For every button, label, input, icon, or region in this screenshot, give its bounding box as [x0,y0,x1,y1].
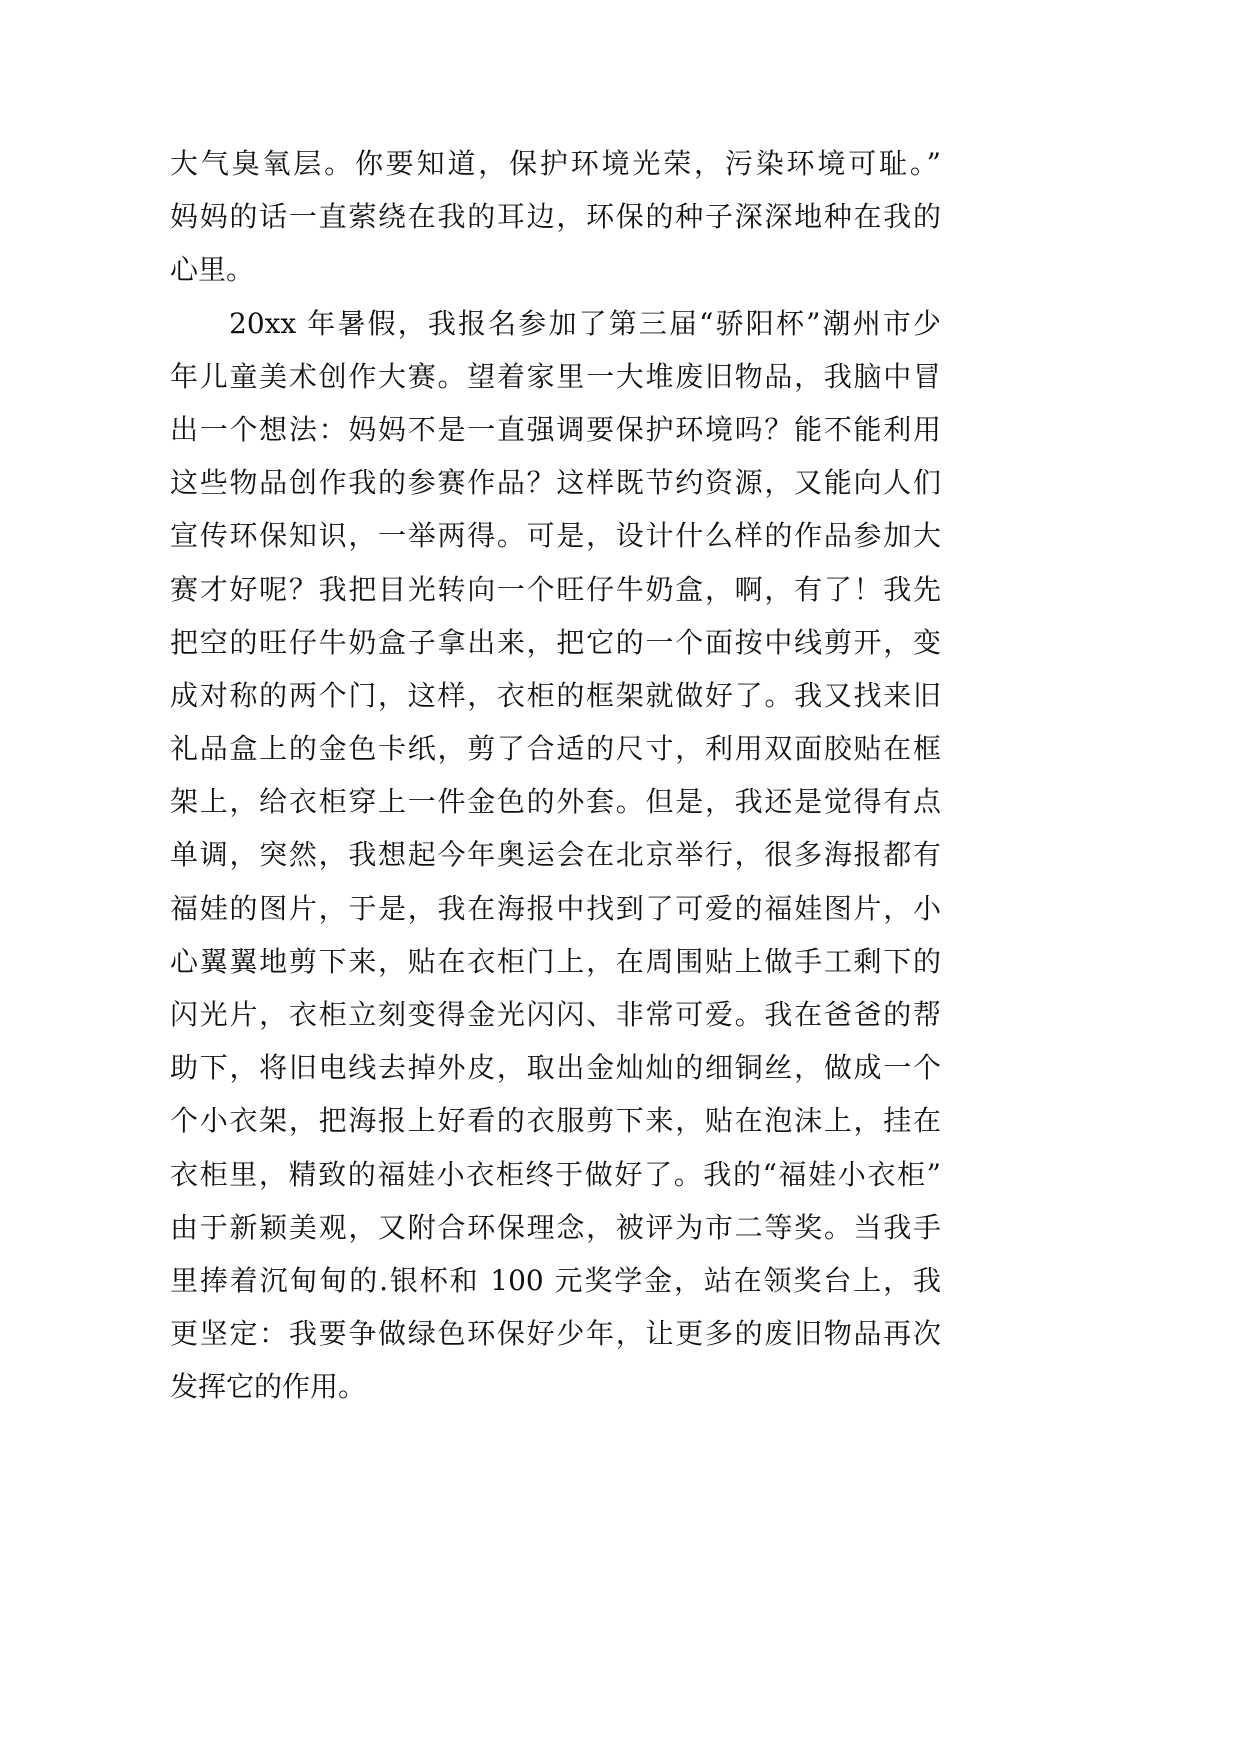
text-line: 妈妈的话一直萦绕在我的耳边，环保的种子深深地种在我的 [170,200,941,234]
text-line: 这些物品创作我的参赛作品？这样既节约资源，又能向人们 [170,466,941,500]
text-line: 个小衣架，把海报上好看的衣服剪下来，贴在泡沫上，挂在 [170,1104,941,1138]
text-line: 大气臭氧层。你要知道，保护环境光荣，污染环境可耻。” [170,147,941,180]
text-line: 心里。 [170,253,255,287]
text-line: 成对称的两个门，这样，衣柜的框架就做好了。我又找来旧 [170,678,941,712]
text-line: 宣传环保知识，一举两得。可是，设计什么样的作品参加大 [170,519,941,553]
text-line: 助下，将旧电线去掉外皮，取出金灿灿的细铜丝，做成一个 [170,1051,941,1085]
paragraph [170,297,941,1414]
text-line: 里捧着沉甸甸的.银杯和 100 元奖学金，站在领奖台上，我 [170,1263,941,1297]
text-line: 20xx 年暑假，我报名参加了第三届“骄阳杯”潮州市少 [229,306,941,340]
text-line: 福娃的图片，于是，我在海报中找到了可爱的福娃图片，小 [170,891,941,925]
text-line: 单调，突然，我想起今年奥运会在北京举行，很多海报都有 [170,838,941,872]
body-text [170,137,941,1414]
text-line: 把空的旺仔牛奶盒子拿出来，把它的一个面按中线剪开，变 [170,625,941,659]
text-line: 赛才好呢？我把目光转向一个旺仔牛奶盒，啊，有了！我先 [170,572,941,606]
text-line: 更坚定：我要争做绿色环保好少年，让更多的废旧物品再次 [170,1317,941,1351]
text-line: 发挥它的作用。 [170,1370,367,1404]
text-line: 出一个想法：妈妈不是一直强调要保护环境吗？能不能利用 [170,412,941,446]
text-line: 由于新颖美观，又附合环保理念，被评为市二等奖。当我手 [170,1210,941,1244]
text-line: 礼品盒上的金色卡纸，剪了合适的尺寸，利用双面胶贴在框 [170,732,941,766]
text-line: 架上，给衣柜穿上一件金色的外套。但是，我还是觉得有点 [170,785,941,819]
text-line: 年儿童美术创作大赛。望着家里一大堆废旧物品，我脑中冒 [170,359,941,393]
text-line: 衣柜里，精致的福娃小衣柜终于做好了。我的“福娃小衣柜” [170,1157,941,1191]
paragraph [170,137,941,297]
text-line: 心翼翼地剪下来，贴在衣柜门上，在周围贴上做手工剩下的 [170,944,941,978]
text-line: 闪光片，衣柜立刻变得金光闪闪、非常可爱。我在爸爸的帮 [170,998,941,1031]
